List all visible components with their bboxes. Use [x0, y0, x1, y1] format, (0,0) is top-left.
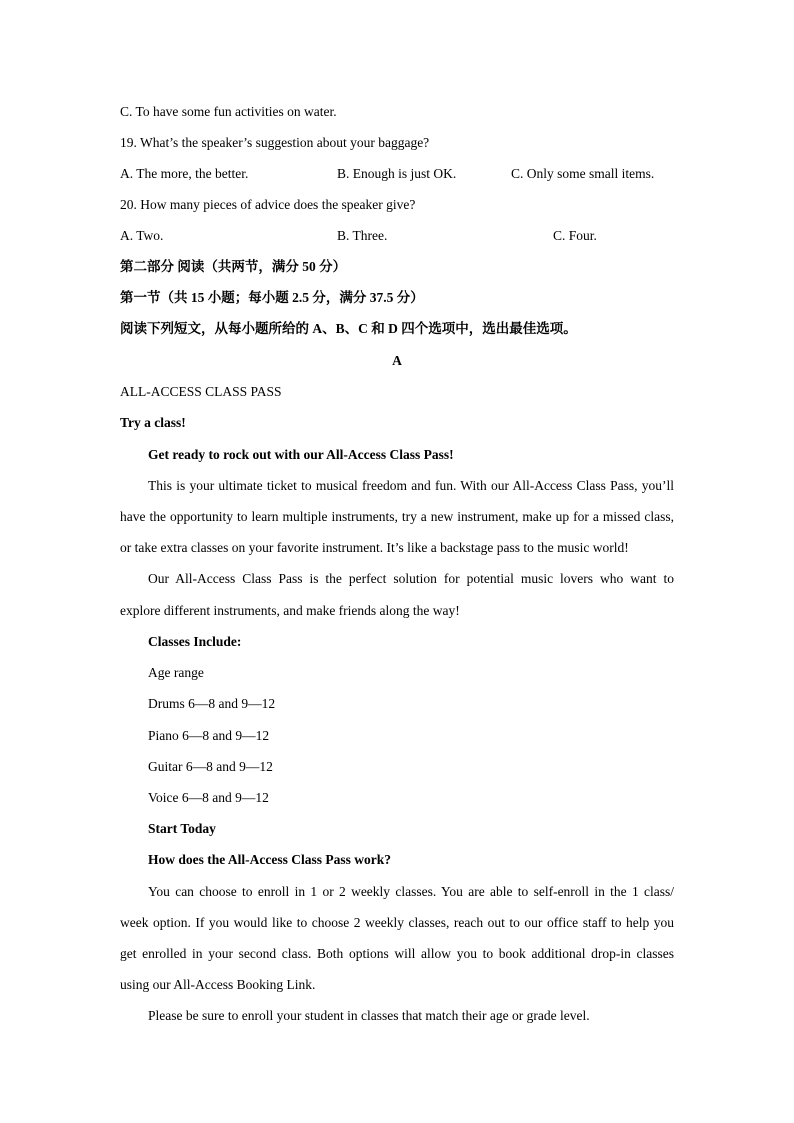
paragraph-1-line-3: or take extra classes on your favorite instrument. It’s like a backstage pass to the music world! [120, 540, 629, 555]
paragraph-2-line-1: Our All-Access Class Pass is the perfect solution for potential music lovers who want to [148, 571, 674, 586]
how-it-works-heading: How does the All-Access Class Pass work? [148, 852, 391, 867]
q19-question: 19. What’s the speaker’s suggestion about your baggage? [120, 135, 430, 150]
paragraph-1-line-1: This is your ultimate ticket to musical freedom and fun. With our All-Access Class Pass, you’ll [148, 478, 674, 493]
class-item-drums: Drums 6—8 and 9—12 [148, 696, 276, 711]
paragraph-3-line-3: get enrolled in your second class. Both options will allow you to book additional drop-in classes [120, 946, 674, 961]
class-item-voice: Voice 6—8 and 9—12 [148, 790, 269, 805]
q19-option-a: A. The more, the better. [120, 166, 249, 181]
q19-option-c: C. Only some small items. [511, 166, 655, 181]
section-one-title: 第一节（共 15 小题；每小题 2.5 分，满分 37.5 分） [120, 290, 424, 305]
try-class-heading: Try a class! [120, 415, 186, 430]
q20-option-b: B. Three. [337, 228, 388, 243]
age-range-label: Age range [148, 665, 204, 680]
class-item-guitar: Guitar 6—8 and 9—12 [148, 759, 273, 774]
q19-option-b: B. Enough is just OK. [337, 166, 457, 181]
passage-headline: Get ready to rock out with our All-Access Class Pass! [148, 447, 454, 462]
paragraph-3-line-2: week option. If you would like to choose 2 weekly classes, reach out to our office staff to help you [120, 915, 674, 930]
q18-option-c: C. To have some fun activities on water. [120, 104, 337, 119]
q20-option-a: A. Two. [120, 228, 164, 243]
passage-title: ALL-ACCESS CLASS PASS [120, 384, 282, 399]
reading-instruction: 阅读下列短文，从每小题所给的 A、B、C 和 D 四个选项中，选出最佳选项。 [120, 321, 577, 336]
class-item-piano: Piano 6—8 and 9—12 [148, 728, 270, 743]
passage-letter: A [392, 353, 402, 368]
paragraph-1-line-2: have the opportunity to learn multiple instruments, try a new instrument, make up for a missed class, [120, 509, 674, 524]
paragraph-3-line-4: using our All-Access Booking Link. [120, 977, 316, 992]
classes-heading: Classes Include: [148, 634, 242, 649]
start-today-heading: Start Today [148, 821, 216, 836]
paragraph-3-line-1: You can choose to enroll in 1 or 2 weekly classes. You are able to self-enroll in the 1 class/ [148, 884, 674, 899]
paragraph-2-line-2: explore different instruments, and make friends along the way! [120, 603, 460, 618]
q20-option-c: C. Four. [553, 228, 597, 243]
part-two-title: 第二部分 阅读（共两节，满分 50 分） [120, 259, 347, 274]
q20-question: 20. How many pieces of advice does the speaker give? [120, 197, 416, 212]
paragraph-4: Please be sure to enroll your student in classes that match their age or grade level. [148, 1008, 590, 1023]
